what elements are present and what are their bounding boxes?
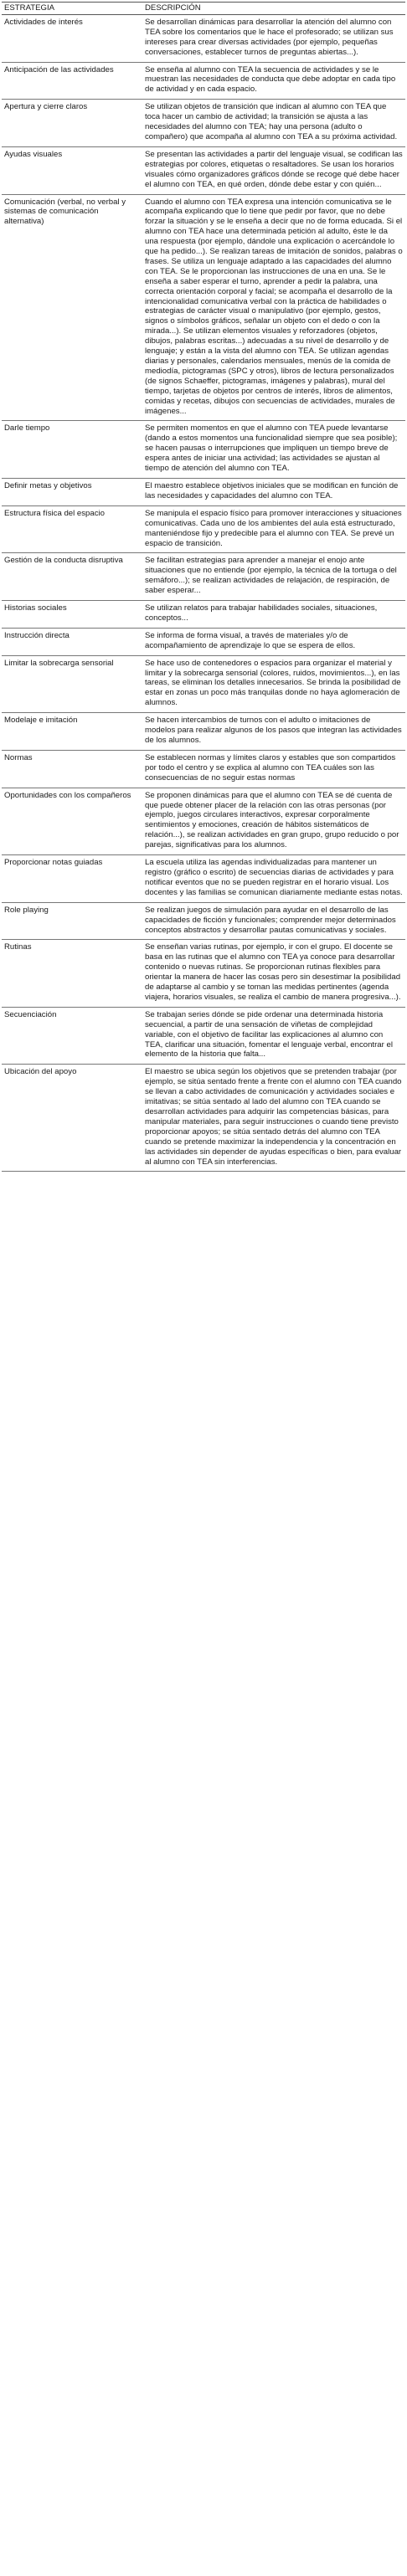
- strategy-description: La escuela utiliza las agendas individualizadas para mantener un registro (gráfico o escrito) de secuencias diarias de actividades y para notificar eventos que no se pueden registrar en el horario visual. Los docentes y las familias se comunican diariamente mediante estas notas.: [142, 855, 405, 903]
- strategy-description: Se enseñan varias rutinas, por ejemplo, ir con el grupo. El docente se basa en las rutinas que el alumno con TEA ya conoce para desarrollar contenido o nuevas rutinas. Se proporcionan rutinas flexibles para orientar la manera de hacer las cosas pero sin desestimar la posibilidad de adaptarse al cambio y se toman las medidas pertinentes (agenda viajera, horarios visuales, se realiza el cambio de manera progresiva...).: [142, 940, 405, 1007]
- strategy-name: Actividades de interés: [2, 14, 142, 62]
- strategy-name: Oportunidades con los compañeros: [2, 788, 142, 854]
- strategy-description: Cuando el alumno con TEA expresa una intención comunicativa se le acompaña explicando que lo tiene que pedir por favor, que no debe forzar la situación y se le enseña a decir que no de forma educada. Si el alumno con TEA hace una determinada petición al adulto, éste le da una respuesta (por ejemplo, dándole una explicación o acercándole lo que ha pedido...). Se realizan tareas de imitación de sonidos, palabras o frases. Se utiliza un lenguaje adaptado a las capacidades del alumno con TEA. Se le proporcionan las instrucciones de una en una. Se le enseña a saber esperar el turno, aprender a pedir la palabra, una correcta orientación corporal y facial; se acompaña el desarrollo de la intencionalidad comunicativa verbal con la práctica de habilidades o estrategias de carácter visual o manipulativo (por ejemplo, gestos, signos o símbolos gráficos, señalar un objeto con el dedo o con la mirada...). Se utilizan elementos visuales y reforzadores (objetos, dibujos, palabras escritas...) adecuadas a su nivel de desarrollo y de lenguaje; y están a la vista del alumno con TEA. Se utilizan agendas diarias y personales, calendarios mensuales, menús de la comida de mediodía, pictogramas (SPC y otros), libros de lectura personalizados (de signos Schaeffer, pictogramas, imágenes y palabras), mural del tiempo, tarjetas de objetos por centros de interés, libros de alimentos, comidas y recetas, dibujos con secuencias de actividades, murales de imágenes...: [142, 194, 405, 421]
- strategy-name: Definir metas y objetivos: [2, 478, 142, 505]
- strategy-description: Se utilizan relatos para trabajar habilidades sociales, situaciones, conceptos...: [142, 601, 405, 629]
- strategy-description: Se realizan juegos de simulación para ayudar en el desarrollo de las capacidades de ficción y funcionales; comprender mejor determinados conceptos abstractos y desarrollar pautas comunicativas y sociales.: [142, 902, 405, 940]
- strategy-description: Se establecen normas y límites claros y estables que son compartidos por todo el centro y se explica al alumno con TEA cuáles son las consecuencias de no seguir estas normas: [142, 750, 405, 788]
- strategy-description: Se trabajan series dónde se pide ordenar una determinada historia secuencial, a partir de una sensación de viñetas de complejidad variable, con el objetivo de facilitar las explicaciones al alumno con TEA, clarificar una situación, fomentar el lenguaje verbal, encontrar el elemento de la historia que falta...: [142, 1007, 405, 1065]
- strategy-name: Ubicación del apoyo: [2, 1065, 142, 1172]
- table-row: [2, 146, 405, 194]
- strategy-name: Anticipación de las actividades: [2, 62, 142, 100]
- table-header: [2, 3, 405, 15]
- strategy-name: Secuenciación: [2, 1007, 142, 1065]
- strategies-table: [2, 2, 405, 1172]
- strategy-description: Se desarrollan dinámicas para desarrollar la atención del alumno con TEA sobre los comentarios que le hace el profesorado; se utilizan sus intereses para crear diversas actividades (por ejemplo, pequeñas conversaciones, establecer turnos de preguntas abiertas...).: [142, 14, 405, 62]
- table-row: [2, 750, 405, 788]
- strategy-description: El maestro se ubica según los objetivos que se pretenden trabajar (por ejemplo, se sitúa sentado frente a frente con el alumno con TEA cuando se llevan a cabo actividades de comunicación y actividades sociales e imitativas; se sitúa sentado al lado del alumno con TEA cuando se desarrollan actividades para adquirir las competencias básicas, para manipular materiales, para seguir instrucciones o cuando tiene previsto proporcionar apoyos; se sitúa sentado detrás del alumno con TEA cuando se pretende maximizar la independencia y la concentración en las actividades sin depender de ayudas específicas o bien, para evaluar al alumno con TEA sin interferencias.: [142, 1065, 405, 1172]
- strategy-name: Comunicación (verbal, no verbal y sistemas de comunicación alternativa): [2, 194, 142, 421]
- strategy-description: Se hace uso de contenedores o espacios para organizar el material y limitar y la sobrecarga sensorial (colores, ruidos, movimientos...), en las tareas, se eliminan los detalles innecesarios. Se brinda la posibilidad de estar en zonas un poco más tranquilas donde no haya aglomeración de alumnos.: [142, 655, 405, 713]
- table-body: [2, 14, 405, 1172]
- table-row: [2, 788, 405, 854]
- strategy-name: Instrucción directa: [2, 628, 142, 655]
- strategy-description: Se facilitan estrategias para aprender a manejar el enojo ante situaciones que no entiende (por ejemplo, la técnica de la tortuga o del semáforo...); se realizan actividades de relajación, de respiración, de saber esperar...: [142, 553, 405, 601]
- strategy-name: Role playing: [2, 902, 142, 940]
- table-row: [2, 855, 405, 903]
- table-row: [2, 1065, 405, 1172]
- table-row: [2, 601, 405, 629]
- header-strategy: ESTRATEGIA: [2, 3, 142, 15]
- strategy-description: Se permiten momentos en que el alumno con TEA puede levantarse (dando a estos momentos una funcionalidad siempre que sea posible); se hacen pausas o interrupciones que impliquen un tiempo breve de espera antes de iniciar una actividad; las actividades se ajustan al tiempo de atención del alumno con TEA.: [142, 421, 405, 479]
- table-row: [2, 478, 405, 505]
- table-row: [2, 1007, 405, 1065]
- strategy-description: Se presentan las actividades a partir del lenguaje visual, se codifican las estrategias por colores, etiquetas o resaltadores. Se usan los horarios visuales cómo organizadores gráficos dónde se recoge qué debe hacer el alumno con TEA, en qué orden, dónde debe estar y con quién...: [142, 146, 405, 194]
- table-row: [2, 100, 405, 147]
- strategy-name: Estructura física del espacio: [2, 505, 142, 553]
- strategy-description: Se informa de forma visual, a través de materiales y/o de acompañamiento de aprendizaje lo que se espera de ellos.: [142, 628, 405, 655]
- table-row: [2, 421, 405, 479]
- strategy-name: Darle tiempo: [2, 421, 142, 479]
- table-row: [2, 902, 405, 940]
- strategy-name: Ayudas visuales: [2, 146, 142, 194]
- strategy-name: Rutinas: [2, 940, 142, 1007]
- strategy-name: Modelaje e imitación: [2, 713, 142, 751]
- strategy-name: Limitar la sobrecarga sensorial: [2, 655, 142, 713]
- table-row: [2, 713, 405, 751]
- table-row: [2, 553, 405, 601]
- header-description: DESCRIPCIÓN: [142, 3, 405, 15]
- strategy-description: Se utilizan objetos de transición que indican al alumno con TEA que toca hacer un cambio de actividad; la transición se ajusta a las necesidades del alumno con TEA; hay una persona (adulto o compañero) que acompaña al alumno con TEA a su próxima actividad.: [142, 100, 405, 147]
- strategy-description: Se hacen intercambios de turnos con el adulto o imitaciones de modelos para realizar algunos de los pasos que integran las actividades de los alumnos.: [142, 713, 405, 751]
- strategy-description: El maestro establece objetivos iniciales que se modifican en función de las necesidades y capacidades del alumno con TEA.: [142, 478, 405, 505]
- strategy-name: Normas: [2, 750, 142, 788]
- strategy-name: Apertura y cierre claros: [2, 100, 142, 147]
- strategy-name: Proporcionar notas guiadas: [2, 855, 142, 903]
- table-row: [2, 940, 405, 1007]
- strategy-description: Se proponen dinámicas para que el alumno con TEA se dé cuenta de que puede obtener placer de la relación con las otras personas (por ejemplo, juegos circulares interactivos, expresar corporalmente sentimientos y emociones, creación de hábitos sistemáticos de relación...), se realizan actividades en gran grupo, grupo reducido o por parejas, significativas para los alumnos.: [142, 788, 405, 854]
- table-row: [2, 194, 405, 421]
- table-row: [2, 505, 405, 553]
- strategy-description: Se manipula el espacio físico para promover interacciones y situaciones comunicativas. Cada uno de los ambientes del aula está estructurado, manteniéndose fijo y predecible para el alumno con TEA. Se prevé un espacio de transición.: [142, 505, 405, 553]
- table-row: [2, 62, 405, 100]
- strategy-description: Se enseña al alumno con TEA la secuencia de actividades y se le muestran las necesidades de conducta que debe adoptar en cada tipo de actividad y en cada espacio.: [142, 62, 405, 100]
- header-row: [2, 3, 405, 15]
- strategy-name: Historias sociales: [2, 601, 142, 629]
- strategy-name: Gestión de la conducta disruptiva: [2, 553, 142, 601]
- table-row: [2, 14, 405, 62]
- table-row: [2, 655, 405, 713]
- table-row: [2, 628, 405, 655]
